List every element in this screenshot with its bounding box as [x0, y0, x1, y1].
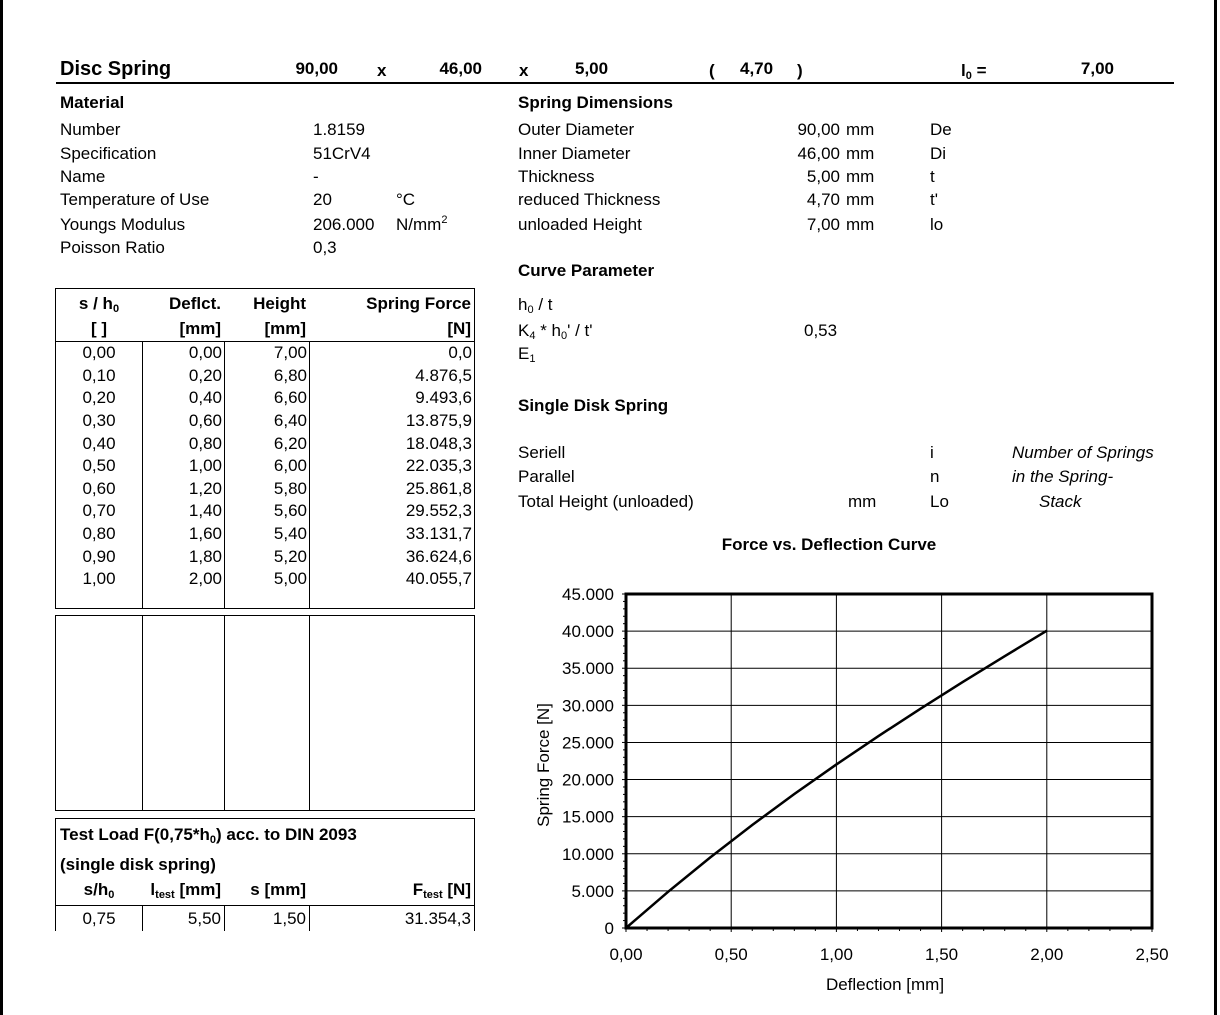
table-row — [56, 500, 474, 523]
test-col-l-test: $l_{test}$ [mm] — [150, 880, 221, 901]
cell-height: 5,80 — [273, 478, 307, 498]
empty-table-block — [55, 615, 475, 811]
plot-frame — [626, 594, 1152, 928]
test-value-l-test: 5,50 — [187, 909, 221, 928]
cell-s-h0: 0,00 — [82, 343, 116, 363]
header-times-1: x — [377, 61, 387, 80]
test-load-title: Test Load $F(0,75*h_0)$ acc. to DIN 2093 — [60, 825, 357, 846]
stack-note-line1: Number of Springs — [1012, 443, 1154, 462]
x-tick-label: 1,00 — [819, 945, 853, 964]
cell-spring-force: 33.131,7 — [405, 524, 472, 544]
test-col-s-h0: $s/h_0$ — [83, 880, 115, 901]
material-label: Specification — [60, 144, 157, 163]
table-row — [56, 432, 474, 455]
header-times-2: x — [519, 61, 529, 80]
x-tick-label: 2,00 — [1030, 945, 1064, 964]
header-inner-diameter: 46,00 — [439, 59, 482, 78]
cell-spring-force: 9.493,6 — [415, 388, 472, 408]
dimension-value: 4,70 — [806, 190, 840, 209]
cell-deflection: 0,40 — [188, 388, 222, 408]
col-unit-spring-force: [N] — [447, 319, 471, 338]
cell-height: 6,80 — [273, 365, 307, 385]
header-thickness: 5,00 — [575, 59, 609, 78]
k4-value: 0,53 — [804, 321, 838, 340]
cell-s-h0: 0,70 — [82, 501, 116, 521]
header-l0-value: 7,00 — [1080, 59, 1114, 78]
material-unit: $N/mm^2$ — [396, 214, 448, 234]
y-tick-label: 0 — [604, 919, 614, 938]
dimension-value: 90,00 — [797, 120, 840, 139]
test-value-s: 1,50 — [272, 909, 306, 928]
cell-deflection: 1,60 — [188, 524, 222, 544]
cell-spring-force: 36.624,6 — [405, 546, 472, 566]
dimension-label: Outer Diameter — [518, 120, 635, 139]
test-col-f-test: $F_{test}$ [N] — [412, 880, 471, 901]
y-axis-label: Spring Force [N] — [534, 703, 553, 827]
header-outer-diameter: 90,00 — [295, 59, 338, 78]
table-row — [56, 342, 474, 365]
table-row — [56, 523, 474, 546]
cell-height: 6,20 — [273, 433, 307, 453]
cell-height: 5,60 — [273, 501, 307, 521]
header-l0-label: $l_0$ = — [961, 61, 987, 82]
cell-spring-force: 29.552,3 — [405, 501, 472, 521]
cell-deflection: 1,40 — [188, 501, 222, 521]
col-header-s-h0: s / $h_0$ — [78, 294, 120, 315]
y-tick-label: 25.000 — [562, 733, 614, 753]
y-tick-label: 5.000 — [571, 881, 614, 901]
x-tick-label: 1,50 — [925, 945, 959, 964]
material-value: 1.8159 — [313, 120, 365, 139]
table-row — [56, 410, 474, 433]
y-tick-label: 45.000 — [562, 585, 614, 604]
material-value: 20 — [313, 190, 332, 209]
material-label: Name — [60, 167, 106, 186]
seriell-symbol: i — [930, 443, 934, 462]
y-tick-label: 35.000 — [562, 659, 614, 679]
dimension-unit: mm — [846, 120, 875, 139]
cell-spring-force: 4.876,5 — [415, 365, 472, 385]
cell-spring-force: 25.861,8 — [405, 478, 472, 498]
cell-height: 5,20 — [273, 546, 307, 566]
col-unit-s-h0: [ ] — [90, 319, 108, 338]
cell-s-h0: 0,20 — [82, 388, 116, 408]
dimensions-heading: Spring Dimensions — [518, 93, 673, 112]
col-unit-height: [mm] — [264, 319, 306, 338]
seriell-label: Seriell — [518, 443, 566, 462]
window-right-border — [1214, 0, 1217, 1015]
parallel-symbol: n — [930, 467, 940, 486]
table-row — [56, 568, 474, 591]
cell-spring-force: 13.875,9 — [405, 411, 472, 431]
header-paren-open: ( — [709, 61, 715, 80]
header-underline — [56, 82, 1174, 84]
cell-height: 5,40 — [273, 524, 307, 544]
y-tick-label: 40.000 — [562, 622, 614, 642]
force-deflection-chart — [520, 525, 1200, 1005]
total-height-symbol: Lo — [930, 492, 949, 511]
cell-s-h0: 0,60 — [82, 478, 116, 498]
dimension-symbol: De — [930, 120, 952, 139]
dimension-label: reduced Thickness — [518, 190, 661, 209]
material-label: Poisson Ratio — [60, 238, 165, 257]
cell-spring-force: 0,0 — [448, 343, 472, 363]
cell-deflection: 0,80 — [188, 433, 222, 453]
dimension-symbol: t — [930, 167, 935, 186]
header-paren-close: ) — [797, 61, 803, 80]
empty-col-divider — [224, 615, 225, 811]
cell-deflection: 1,20 — [188, 478, 222, 498]
cell-s-h0: 1,00 — [82, 569, 116, 589]
cell-s-h0: 0,50 — [82, 456, 116, 476]
chart-title: Force vs. Deflection Curve — [721, 535, 937, 554]
test-col-s: s [mm] — [250, 880, 306, 899]
cell-s-h0: 0,90 — [82, 546, 116, 566]
col-header-spring-force: Spring Force — [366, 294, 471, 313]
cell-s-h0: 0,40 — [82, 433, 116, 453]
cell-height: 7,00 — [273, 343, 307, 363]
cell-spring-force: 40.055,7 — [405, 569, 472, 589]
material-heading: Material — [60, 93, 125, 112]
cell-deflection: 0,00 — [188, 343, 222, 363]
dimension-symbol: t' — [930, 190, 938, 209]
test-value-f-test: 31.354,3 — [404, 909, 471, 928]
results-table — [56, 342, 474, 591]
col-header-height: Height — [253, 294, 306, 313]
cell-spring-force: 18.048,3 — [405, 433, 472, 453]
test-load-subtitle: (single disk spring) — [60, 855, 216, 874]
cell-deflection: 0,60 — [188, 411, 222, 431]
x-tick-label: 0,50 — [714, 945, 748, 964]
material-value: 206.000 — [313, 215, 375, 234]
material-value: - — [313, 167, 319, 186]
cell-deflection: 1,00 — [188, 456, 222, 476]
cell-height: 5,00 — [273, 569, 307, 589]
dimension-unit: mm — [846, 190, 875, 209]
y-tick-label: 20.000 — [562, 770, 614, 790]
cell-s-h0: 0,10 — [82, 365, 116, 385]
dimension-value: 5,00 — [806, 167, 840, 186]
col-header-deflection: Deflct. — [169, 294, 221, 313]
dimension-unit: mm — [846, 167, 875, 186]
table-row — [56, 545, 474, 568]
dimension-symbol: lo — [930, 215, 944, 234]
table-row — [56, 478, 474, 501]
h0-over-t-label: $h_0$ / t — [518, 295, 553, 316]
cell-height: 6,00 — [273, 456, 307, 476]
test-header-divider — [55, 905, 475, 906]
total-height-unit: mm — [848, 492, 877, 511]
material-value: 0,3 — [313, 238, 337, 257]
y-tick-label: 30.000 — [562, 696, 614, 716]
material-unit: °C — [396, 190, 416, 209]
x-tick-label: 2,50 — [1135, 945, 1169, 964]
cell-deflection: 0,20 — [188, 365, 222, 385]
dimension-label: unloaded Height — [518, 215, 642, 234]
cell-height: 6,40 — [273, 411, 307, 431]
single-disk-heading: Single Disk Spring — [518, 396, 669, 415]
material-label: Temperature of Use — [60, 190, 210, 209]
cell-s-h0: 0,30 — [82, 411, 116, 431]
cell-s-h0: 0,80 — [82, 524, 116, 544]
dimension-unit: mm — [846, 144, 875, 163]
k4-label: $K_4 * h_0'$ / t' — [518, 321, 593, 342]
table-row — [56, 387, 474, 410]
curve-parameter-heading: Curve Parameter — [518, 261, 655, 280]
e1-label: $E_1$ — [518, 344, 536, 365]
dimension-symbol: Di — [930, 144, 947, 163]
table-row — [56, 455, 474, 478]
header-reduced-thickness: 4,70 — [740, 59, 774, 78]
dimension-unit: mm — [846, 215, 875, 234]
stack-note-line2: in the Spring- — [1012, 467, 1114, 486]
window-left-border — [0, 0, 3, 1015]
stack-note-line3: Stack — [1039, 492, 1082, 511]
empty-col-divider — [309, 615, 310, 811]
dimension-label: Thickness — [518, 167, 595, 186]
material-label: Youngs Modulus — [60, 215, 186, 234]
test-value-s-h0: 0,75 — [82, 909, 116, 928]
document-title: Disc Spring — [60, 58, 172, 80]
y-tick-label: 10.000 — [562, 844, 614, 864]
parallel-label: Parallel — [518, 467, 575, 486]
dimension-label: Inner Diameter — [518, 144, 631, 163]
cell-spring-force: 22.035,3 — [405, 456, 472, 476]
y-tick-label: 15.000 — [562, 807, 614, 827]
cell-deflection: 1,80 — [188, 546, 222, 566]
x-axis-label: Deflection [mm] — [825, 975, 945, 994]
col-unit-deflection: [mm] — [179, 319, 221, 338]
table-row — [56, 365, 474, 388]
dimension-value: 7,00 — [806, 215, 840, 234]
cell-height: 6,60 — [273, 388, 307, 408]
total-height-label: Total Height (unloaded) — [518, 492, 694, 511]
x-tick-label: 0,00 — [609, 945, 643, 964]
dimension-value: 46,00 — [797, 144, 840, 163]
cell-deflection: 2,00 — [188, 569, 222, 589]
material-value: 51CrV4 — [313, 144, 371, 163]
material-label: Number — [60, 120, 121, 139]
empty-col-divider — [142, 615, 143, 811]
